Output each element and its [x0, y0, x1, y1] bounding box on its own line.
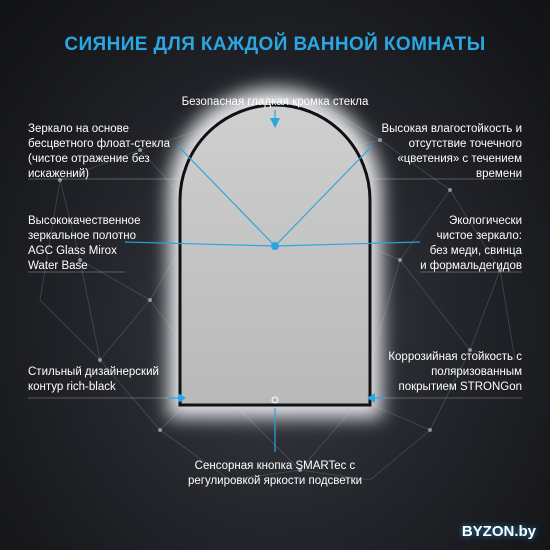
feature-left-3-line: контур rich-black: [28, 381, 116, 393]
feature-left-2-line: Высококачественное: [28, 215, 141, 227]
feature-top: [125, 95, 425, 110]
center-dot-icon: [271, 242, 279, 250]
feature-right-2-line: и формальдегидов: [420, 260, 522, 272]
page-title: СИЯНИЕ ДЛЯ КАЖДОЙ ВАННОЙ КОМНАТЫ: [64, 34, 486, 55]
feature-right-3-line: покрытием STRONGon: [398, 381, 522, 393]
feature-right-2: [420, 214, 522, 274]
feature-bottom-line: Сенсорная кнопка SMARTec с: [194, 460, 356, 472]
feature-right-1-line: времени: [476, 168, 522, 180]
feature-right-1-line: «цветения» с течением: [397, 153, 522, 165]
feature-bottom: [125, 459, 425, 489]
feature-left-1-line: бесцветного флоат-стекла: [28, 138, 170, 150]
feature-left-2-line: зеркальное полотно: [28, 230, 137, 242]
feature-right-2-line: без меди, свинца: [429, 245, 522, 257]
feature-left-3-line: Стильный дизайнерский: [28, 366, 159, 378]
feature-right-3-line: Коррозийная стойкость с: [388, 351, 522, 363]
mirror-frame: [180, 105, 370, 405]
feature-right-3-line: поляризованным: [431, 366, 522, 378]
feature-bottom-line: регулировкой яркости подсветки: [187, 475, 363, 487]
feature-left-2-line: Water Base: [28, 260, 88, 272]
feature-right-2-line: Экологически: [448, 215, 522, 227]
feature-left-1-line: искажений): [28, 168, 89, 180]
feature-left-1-line: (чистое отражение без: [28, 153, 150, 165]
feature-left-2: [28, 214, 140, 274]
feature-right-3: [388, 350, 522, 395]
feature-right-2-line: чистое зеркало:: [436, 230, 522, 242]
feature-top-line: Безопасная гладкая кромка стекла: [181, 96, 369, 108]
feature-left-1: [28, 122, 170, 182]
feature-right-1-line: отсутствие точечного: [408, 138, 522, 150]
brand-logo: BYZON.by: [461, 523, 536, 540]
feature-right-1: [382, 122, 523, 182]
feature-right-1-line: Высокая влагостойкость и: [381, 123, 522, 135]
feature-left-1-line: Зеркало на основе: [28, 123, 130, 135]
feature-left-2-line: AGC Glass Mirox: [28, 245, 117, 257]
feature-left-3: [28, 365, 159, 395]
